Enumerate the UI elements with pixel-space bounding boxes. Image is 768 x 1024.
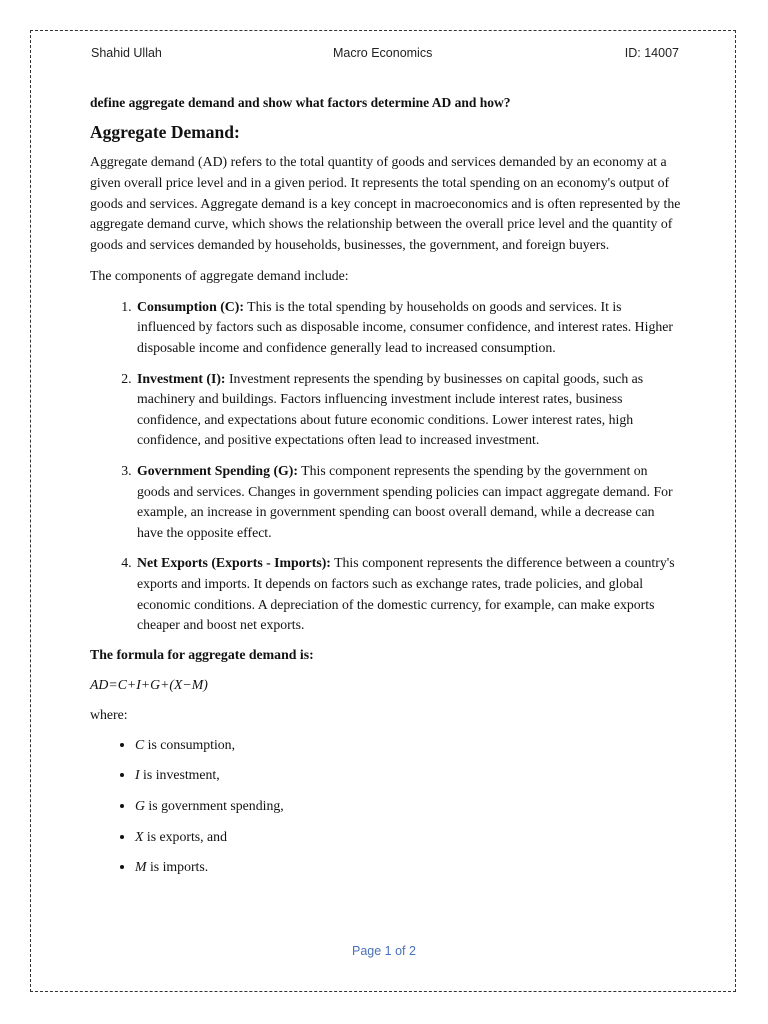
section-heading: Aggregate Demand: <box>90 122 240 142</box>
variable-item <box>135 827 682 847</box>
variable-text: is imports. <box>146 859 209 875</box>
page-number: Page 1 of 2 <box>352 944 416 958</box>
formula-title: The formula for aggregate demand is: <box>90 646 314 662</box>
variable-text: is consumption, <box>144 736 236 752</box>
components-intro: The components of aggregate demand include: <box>90 267 349 283</box>
component-term: Consumption (C): <box>137 298 244 314</box>
header-id: ID: 14007 <box>624 46 679 60</box>
variable-item <box>135 796 682 816</box>
component-item <box>135 369 682 451</box>
variable-symbol: G <box>135 798 145 814</box>
component-item <box>135 297 682 359</box>
components-list <box>90 297 682 636</box>
variable-symbol: C <box>135 736 145 752</box>
formula: AD=C+I+G+(X−M) <box>90 676 208 692</box>
component-text: This is the total spending by households on goods and services. It is influenced by factors such as disposable income, consumer confidence, and interest rates. Higher disposable income and confidence generally lead to increased consumption. <box>137 298 673 355</box>
variables-list <box>90 735 682 878</box>
component-term: Net Exports (Exports - Imports): <box>137 555 331 571</box>
header-author: Shahid Ullah <box>91 46 162 60</box>
question-text: define aggregate demand and show what factors determine AD and how? <box>90 95 511 110</box>
variable-symbol: M <box>135 859 147 875</box>
variable-item <box>135 765 682 785</box>
component-term: Investment (I): <box>137 370 226 386</box>
variable-text: is government spending, <box>144 798 284 814</box>
variable-symbol: I <box>135 767 140 783</box>
where-label: where: <box>90 706 128 722</box>
page-header <box>91 46 679 64</box>
component-text: This component represents the difference between a country's exports and imports. It depends on factors such as exchange rates, trade policies, and global economic conditions. A depreciation of the domestic currency, for example, can make exports cheaper and boost net exports. <box>137 555 675 633</box>
variable-item <box>135 857 682 877</box>
component-item <box>135 461 682 543</box>
component-text: This component represents the spending by the government on goods and services. Changes in government spending policies can impact aggregate demand. For example, an increase in government spending can boost overall demand, while a decrease can have the opposite effect. <box>137 462 673 540</box>
intro-paragraph: Aggregate demand (AD) refers to the total quantity of goods and services demanded by an economy at a given overall price level and in a given period. It represents the total spending on an economy's output of goods and services. Aggregate demand is a key concept in macroeconomics and is often represented by the aggregate demand curve, which shows the relationship between the overall price level and the quantity of goods and services demanded by households, businesses, the government, and foreign buyers. <box>90 154 681 253</box>
variable-symbol: X <box>135 828 144 844</box>
variable-text: is investment, <box>139 767 220 783</box>
component-term: Government Spending (G): <box>137 462 298 478</box>
variable-item <box>135 735 682 755</box>
header-subject: Macro Economics <box>333 46 433 60</box>
document-body <box>90 94 682 888</box>
component-item <box>135 553 682 635</box>
component-text: Investment represents the spending by businesses on capital goods, such as machinery and buildings. Factors influencing investment include interest rates, business confidence, and expectations about future economic conditions. Lower interest rates, high confidence, and positive expectations often lead to increased investment. <box>137 370 644 448</box>
variable-text: is exports, and <box>143 828 227 844</box>
